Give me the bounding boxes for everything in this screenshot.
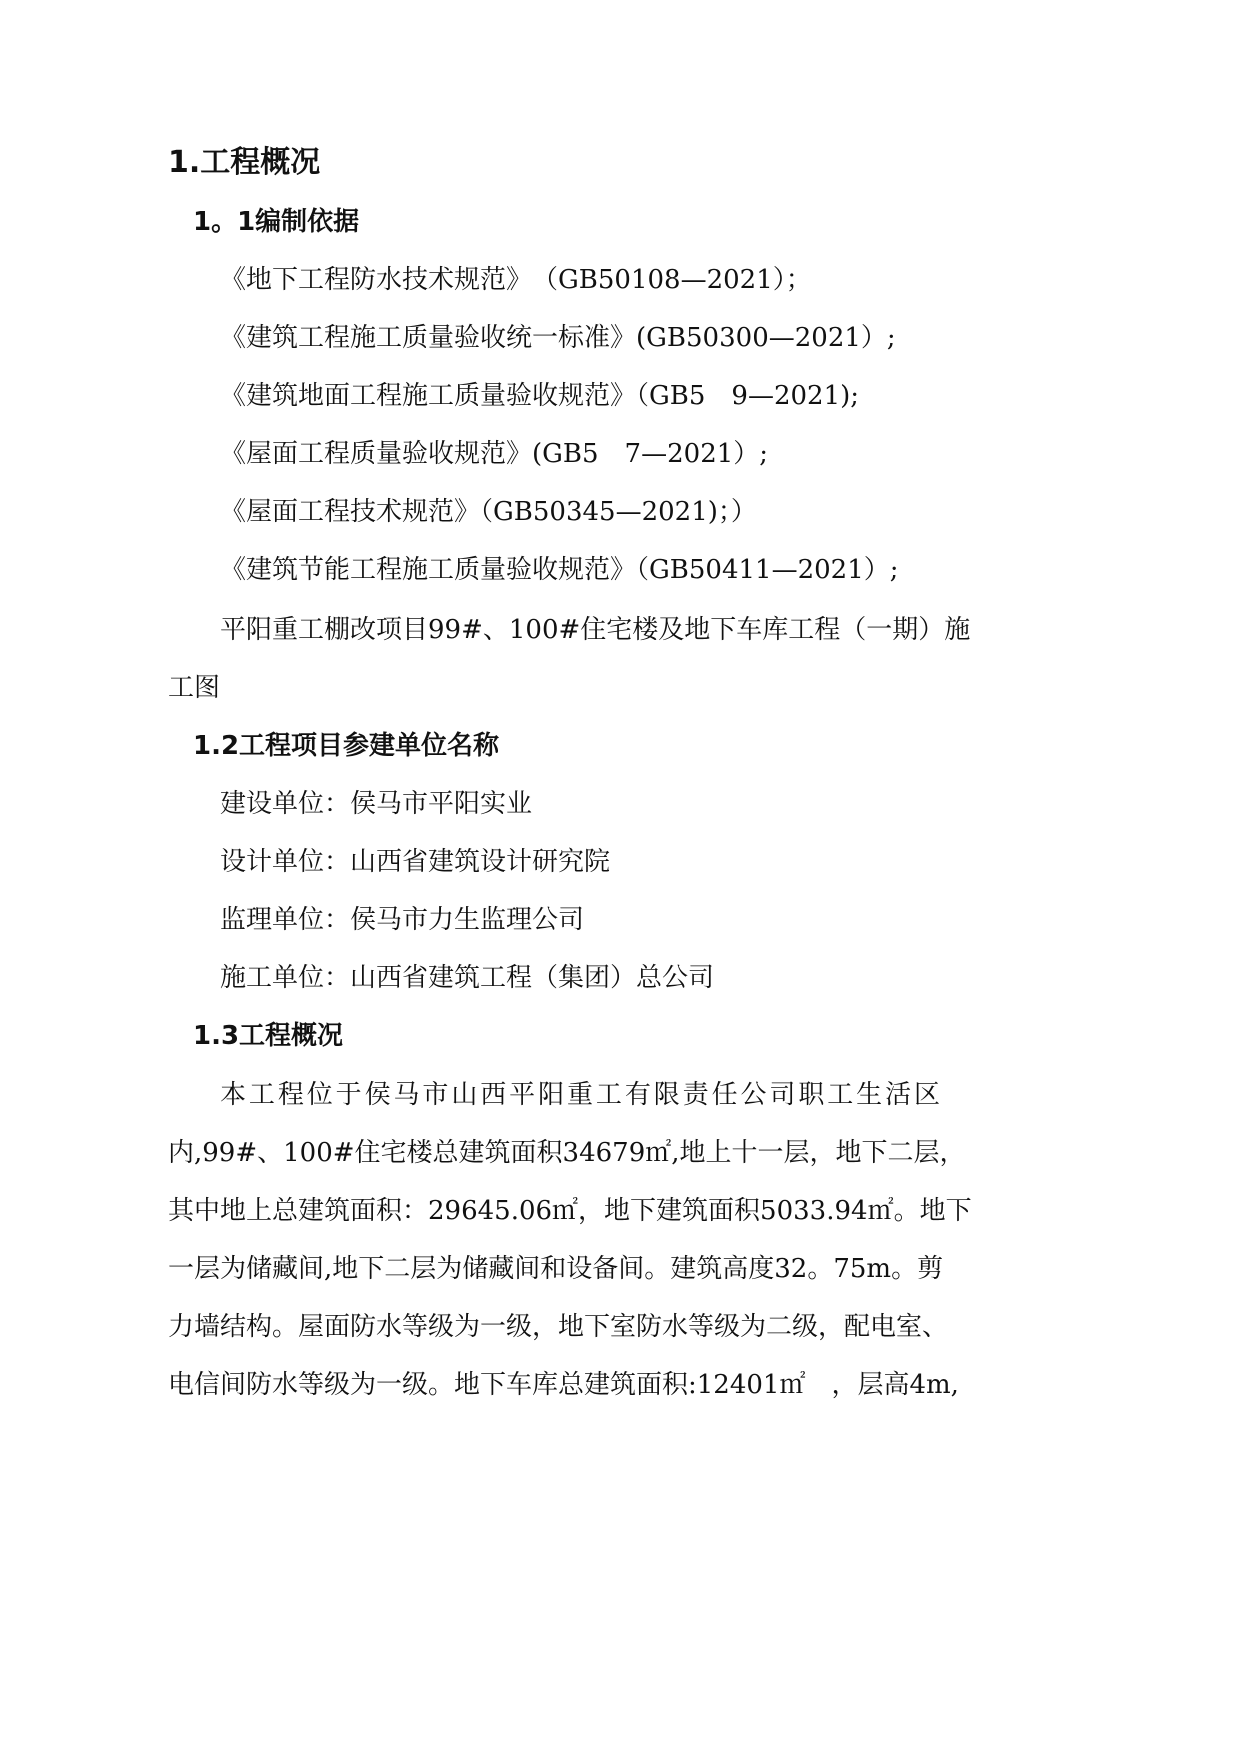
basis-item: 《地下工程防水技术规范》 （GB50108—2021）； (220, 265, 812, 295)
overview-line: 内,99#、100#住宅楼总建筑面积34679㎡,地上十一层，地下二层， (168, 1138, 966, 1168)
units-heading: 1.2工程项目参建单位名称 (193, 731, 500, 761)
basis-heading: 1。1编制依据 (193, 207, 360, 237)
section-title: 1.工程概况 (168, 145, 321, 180)
overview-line: 力墙结构。屋面防水等级为一级，地下室防水等级为二级，配电室、 (168, 1312, 949, 1342)
drawing-reference-line1: 平阳重工棚改项目99#、100#住宅楼及地下车库工程（一期）施 (220, 615, 971, 645)
unit-item: 建设单位：侯马市平阳实业 (220, 789, 533, 819)
unit-item: 设计单位：山西省建筑设计研究院 (220, 847, 611, 877)
overview-heading: 1.3工程概况 (193, 1021, 344, 1051)
basis-item: 《屋面工程质量验收规范》(GB5 7—2021）; (220, 439, 769, 469)
unit-item: 监理单位：侯马市力生监理公司 (220, 905, 585, 935)
unit-item: 施工单位：山西省建筑工程（集团）总公司 (220, 963, 715, 993)
basis-item: 《屋面工程技术规范》（GB50345—2021)；） (220, 497, 757, 527)
basis-item: 《建筑地面工程施工质量验收规范》（GB5 9—2021); (220, 381, 860, 411)
basis-item: 《建筑节能工程施工质量验收规范》（GB50411—2021）; (220, 555, 899, 585)
overview-line: 其中地上总建筑面积：29645.06㎡，地下建筑面积5033.94㎡。地下 (168, 1196, 972, 1226)
overview-line: 电信间防水等级为一级。地下车库总建筑面积:12401㎡ ，层高4m, (168, 1370, 959, 1400)
overview-line: 本工程位于侯马市山西平阳重工有限责任公司职工生活区 (220, 1080, 940, 1110)
basis-item: 《建筑工程施工质量验收统一标准》(GB50300—2021）; (220, 323, 896, 353)
overview-line: 一层为储藏间,地下二层为储藏间和设备间。建筑高度32。75m。剪 (168, 1254, 944, 1284)
drawing-reference-line2: 工图 (168, 673, 221, 703)
